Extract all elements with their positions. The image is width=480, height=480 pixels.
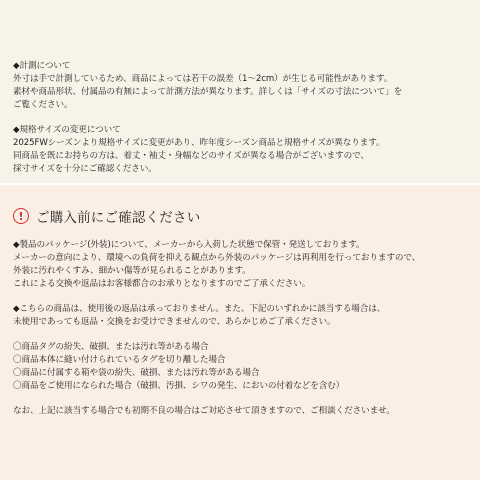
condition-item: 〇商品をご使用になられた場合（破損、汚損、シワの発生、においの付着などを含む） xyxy=(13,381,345,391)
size-change-line: 同商品を既にお持ちの方は、着丈・袖丈・身幅などのサイズが異なる場合がございますので、 xyxy=(13,151,369,161)
package-line: これによる交換や返品はお客様都合のお承りとなりますのでご了承ください。 xyxy=(13,279,311,289)
notice-title-row xyxy=(13,205,200,227)
exclamation-circle-icon: ! xyxy=(13,208,29,224)
notice-title: ご購入前にご確認ください xyxy=(36,210,201,226)
package-line: メーカーの意向により、環境への負荷を抑える観点から外装のパッケージは再利用を行っておりますので、 xyxy=(13,253,421,263)
condition-item: 〇商品に付属する箱や袋の紛失、破損、または汚れ等がある場合 xyxy=(13,368,260,378)
closing-note: なお、上記に該当する場合でも初期不良の場合はご対応させて頂きますので、ご相談くださいませ。 xyxy=(13,406,395,416)
package-line: 外装に汚れやくすみ、細かい傷等が見られることがあります。 xyxy=(13,266,251,276)
return-policy-line: 未使用であっても返品・交換をお受けできませんので、あらかじめご了承ください。 xyxy=(13,317,336,327)
condition-item: 〇商品タグの紛失、破損、または汚れ等がある場合 xyxy=(13,342,209,352)
size-change-line: 採寸サイズを十分にご確認ください。 xyxy=(13,164,157,174)
measure-heading: ◆計測について xyxy=(13,61,71,71)
return-policy-line: ◆こちらの商品は、使用後の返品は承っておりません。また、下記のいずれかに該当する場合は、 xyxy=(13,304,386,314)
section-divider xyxy=(0,183,480,185)
size-change-heading: ◆規格サイズの変更について xyxy=(13,125,121,135)
package-line: ◆製品のパッケージ(外装)について、メーカーから入荷した状態で保管・発送しております。 xyxy=(13,240,365,250)
measure-line: 素材や商品形状、付属品の有無によって計測方法が異なります。詳しくは「サイズの寸法について」を xyxy=(13,87,403,97)
measure-line: 外寸は手で計測しているため、商品によっては若干の誤差（1〜2cm）が生じる可能性があります。 xyxy=(13,74,393,84)
purchase-notice-panel xyxy=(0,184,480,480)
condition-item: 〇商品本体に縫い付けられているタグを切り離した場合 xyxy=(13,355,226,365)
size-change-line: 2025FWシーズンより規格サイズに変更があり、昨年度シーズン商品と規格サイズが異なります。 xyxy=(13,138,385,148)
measure-line: ご覧ください。 xyxy=(13,100,73,110)
